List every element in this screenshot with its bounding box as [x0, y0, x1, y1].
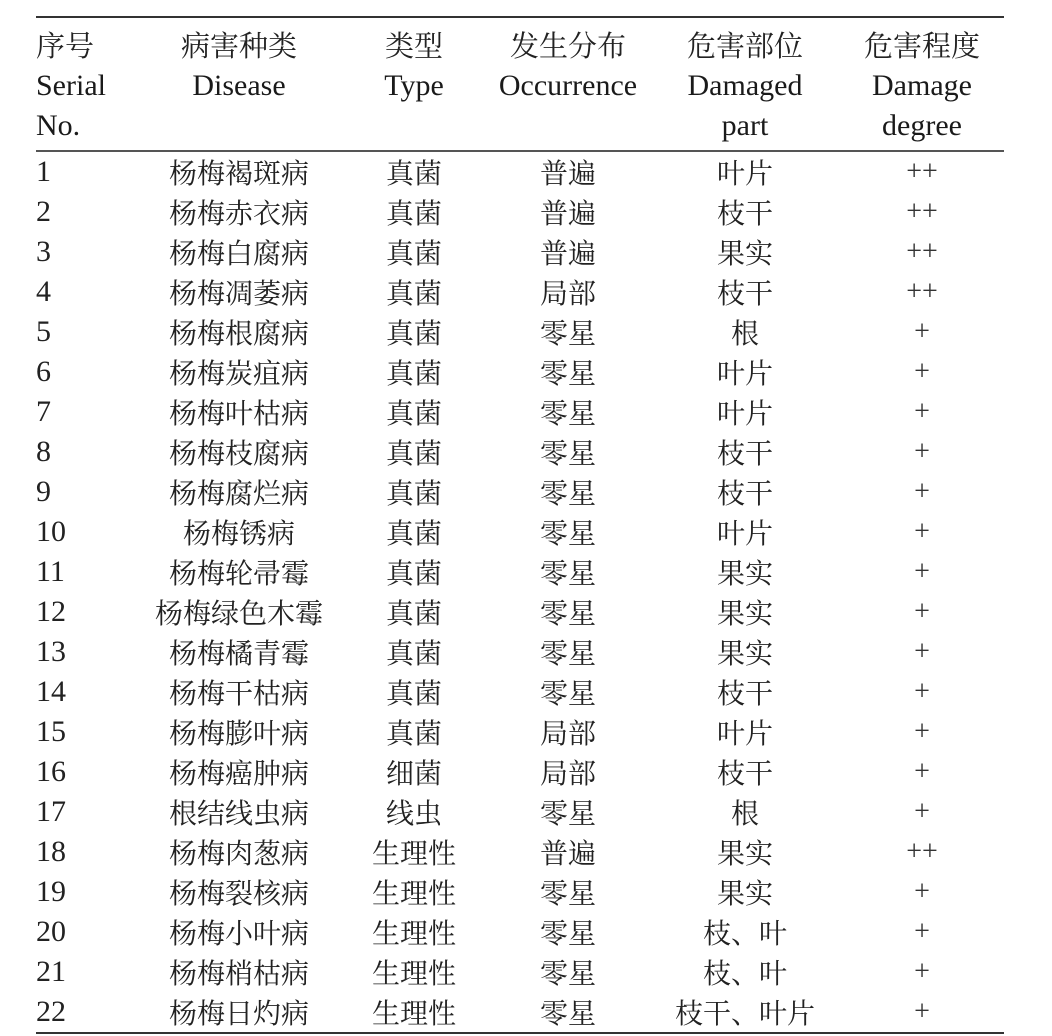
occurrence-cell: 零星: [539, 397, 596, 430]
serial-cell: 15: [36, 715, 66, 748]
serial-cell: 10: [36, 515, 66, 548]
damaged-part-cell: 枝干: [716, 277, 773, 310]
header-damage-degree-en-line2: degree: [882, 109, 962, 142]
header-damaged-part-en-line2: part: [721, 109, 769, 142]
disease-cell: 杨梅膨叶病: [168, 717, 309, 750]
table-row: [36, 232, 1004, 272]
serial-cell: 5: [36, 315, 51, 348]
damaged-part-cell: 叶片: [716, 397, 773, 430]
type-cell: 真菌: [385, 437, 442, 470]
damage-degree-cell: +: [914, 316, 930, 347]
occurrence-cell: 零星: [539, 877, 596, 910]
damaged-part-cell: 枝干: [716, 757, 773, 790]
table-row: [36, 592, 1004, 632]
damage-degree-cell: +: [914, 676, 930, 707]
occurrence-cell: 零星: [539, 597, 596, 630]
header-damage-degree: [840, 17, 1004, 151]
header-occurrence-zh: 发生分布: [509, 29, 626, 63]
disease-cell: 杨梅凋萎病: [168, 277, 309, 310]
header-disease-zh: 病害种类: [180, 29, 297, 63]
occurrence-cell: 局部: [539, 717, 596, 750]
serial-cell: 7: [36, 395, 51, 428]
damage-degree-cell: ++: [906, 156, 938, 187]
damaged-part-cell: 果实: [716, 877, 773, 910]
type-cell: 真菌: [385, 237, 442, 270]
table-row: [36, 472, 1004, 512]
disease-cell: 杨梅日灼病: [136, 992, 342, 1033]
header-type-zh: 类型: [384, 29, 443, 63]
disease-cell: 杨梅根腐病: [168, 317, 309, 350]
serial-cell: 4: [36, 275, 51, 308]
serial-cell: 17: [36, 795, 66, 828]
damaged-part-cell: 果实: [716, 597, 773, 630]
table-row: [36, 432, 1004, 472]
damaged-part-cell: 根: [730, 797, 759, 830]
disease-cell: 根结线虫病: [168, 797, 309, 830]
occurrence-cell: 普遍: [539, 157, 596, 190]
occurrence-cell: 零星: [539, 437, 596, 470]
table-row: [36, 272, 1004, 312]
type-cell: 生理性: [371, 957, 456, 990]
serial-cell: 2: [36, 195, 51, 228]
damage-degree-cell: +: [914, 516, 930, 547]
type-cell: 生理性: [371, 917, 456, 950]
damage-degree-cell: ++: [906, 276, 938, 307]
serial-cell: 8: [36, 435, 51, 468]
type-cell: 线虫: [385, 797, 442, 830]
table-row: [36, 712, 1004, 752]
header-damage-degree-en-line1: Damage: [872, 69, 972, 102]
occurrence-cell: 零星: [486, 992, 650, 1033]
type-cell: 真菌: [385, 637, 442, 670]
header-damaged-part: [650, 17, 840, 151]
damage-degree-cell: +: [914, 636, 930, 667]
serial-cell: 16: [36, 755, 66, 788]
table-row: [36, 992, 1004, 1033]
disease-cell: 杨梅肉葱病: [168, 837, 309, 870]
occurrence-cell: 零星: [539, 357, 596, 390]
occurrence-cell: 普遍: [539, 237, 596, 270]
damaged-part-cell: 枝、叶: [702, 917, 787, 950]
table-row: [36, 792, 1004, 832]
table-row: [36, 392, 1004, 432]
header-disease: [136, 17, 342, 151]
damage-degree-cell: +: [914, 556, 930, 587]
damaged-part-cell: 枝干: [716, 437, 773, 470]
occurrence-cell: 零星: [539, 477, 596, 510]
table-row: [36, 151, 1004, 192]
damaged-part-cell: 枝干: [716, 197, 773, 230]
table-row: [36, 352, 1004, 392]
header-damaged-part-en-line1: Damaged: [687, 69, 803, 102]
type-cell: 生理性: [371, 837, 456, 870]
type-cell: 真菌: [385, 717, 442, 750]
occurrence-cell: 普遍: [539, 197, 596, 230]
header-occurrence: [486, 17, 650, 151]
disease-cell: 杨梅白腐病: [168, 237, 309, 270]
type-cell: 真菌: [385, 557, 442, 590]
serial-cell: 9: [36, 475, 51, 508]
header-type-en: Type: [384, 69, 444, 102]
damage-degree-cell: +: [914, 476, 930, 507]
serial-cell: 6: [36, 355, 51, 388]
damage-degree-cell: +: [914, 876, 930, 907]
disease-cell: 杨梅赤衣病: [168, 197, 309, 230]
table-row: [36, 952, 1004, 992]
occurrence-cell: 零星: [539, 677, 596, 710]
table-row: [36, 672, 1004, 712]
disease-cell: 杨梅锈病: [182, 517, 295, 550]
damaged-part-cell: 根: [730, 317, 759, 350]
type-cell: 真菌: [385, 397, 442, 430]
occurrence-cell: 零星: [539, 317, 596, 350]
type-cell: 细菌: [385, 757, 442, 790]
table-row: [36, 832, 1004, 872]
disease-cell: 杨梅枝腐病: [168, 437, 309, 470]
occurrence-cell: 零星: [539, 957, 596, 990]
table-row: [36, 552, 1004, 592]
damaged-part-cell: 叶片: [716, 357, 773, 390]
table-row: [36, 632, 1004, 672]
serial-cell: 3: [36, 235, 51, 268]
header-occurrence-en: Occurrence: [498, 69, 638, 102]
table-row: [36, 872, 1004, 912]
occurrence-cell: 普遍: [539, 837, 596, 870]
header-serial-en-line2: No.: [36, 109, 81, 142]
type-cell: 生理性: [342, 992, 486, 1033]
disease-table-container: [36, 16, 1004, 1034]
damaged-part-cell: 果实: [716, 637, 773, 670]
damage-degree-cell: +: [840, 992, 1004, 1033]
damage-degree-cell: +: [914, 956, 930, 987]
damage-degree-cell: +: [914, 756, 930, 787]
disease-cell: 杨梅轮帚霉: [168, 557, 309, 590]
table-row: [36, 752, 1004, 792]
type-cell: 真菌: [385, 197, 442, 230]
damage-degree-cell: ++: [906, 196, 938, 227]
type-cell: 生理性: [371, 877, 456, 910]
serial-cell: 18: [36, 835, 66, 868]
table-row: [36, 192, 1004, 232]
serial-cell: 20: [36, 915, 66, 948]
disease-table: [36, 16, 1004, 1034]
occurrence-cell: 零星: [539, 917, 596, 950]
type-cell: 真菌: [385, 357, 442, 390]
occurrence-cell: 零星: [539, 517, 596, 550]
header-serial-en-line1: Serial: [36, 69, 106, 102]
damage-degree-cell: ++: [906, 836, 938, 867]
disease-cell: 杨梅小叶病: [168, 917, 309, 950]
disease-cell: 杨梅癌肿病: [168, 757, 309, 790]
damaged-part-cell: 枝干、叶片: [650, 992, 840, 1033]
table-row: [36, 512, 1004, 552]
damaged-part-cell: 果实: [716, 237, 773, 270]
type-cell: 真菌: [385, 317, 442, 350]
disease-cell: 杨梅梢枯病: [168, 957, 309, 990]
disease-cell: 杨梅腐烂病: [168, 477, 309, 510]
serial-cell: 21: [36, 955, 66, 988]
occurrence-cell: 零星: [539, 557, 596, 590]
type-cell: 真菌: [385, 677, 442, 710]
type-cell: 真菌: [385, 477, 442, 510]
damage-degree-cell: +: [914, 356, 930, 387]
type-cell: 真菌: [385, 517, 442, 550]
type-cell: 真菌: [385, 157, 442, 190]
damaged-part-cell: 叶片: [716, 717, 773, 750]
table-row: [36, 312, 1004, 352]
header-serial: [36, 17, 136, 151]
damage-degree-cell: +: [914, 716, 930, 747]
occurrence-cell: 零星: [539, 637, 596, 670]
damage-degree-cell: +: [914, 796, 930, 827]
disease-cell: 杨梅绿色木霉: [154, 597, 323, 630]
damage-degree-cell: +: [914, 916, 930, 947]
damaged-part-cell: 叶片: [716, 157, 773, 190]
damaged-part-cell: 枝、叶: [702, 957, 787, 990]
damage-degree-cell: ++: [906, 236, 938, 267]
header-disease-en: Disease: [192, 69, 286, 102]
table-header: [36, 17, 1004, 151]
damaged-part-cell: 叶片: [716, 517, 773, 550]
damage-degree-cell: +: [914, 596, 930, 627]
disease-cell: 杨梅裂核病: [168, 877, 309, 910]
damage-degree-cell: +: [914, 436, 930, 467]
disease-cell: 杨梅橘青霉: [168, 637, 309, 670]
table-body: [36, 151, 1004, 1033]
damage-degree-cell: +: [914, 396, 930, 427]
serial-cell: 12: [36, 595, 66, 628]
serial-cell: 22: [36, 992, 136, 1033]
occurrence-cell: 局部: [539, 277, 596, 310]
serial-cell: 19: [36, 875, 66, 908]
table-row: [36, 912, 1004, 952]
occurrence-cell: 局部: [539, 757, 596, 790]
disease-cell: 杨梅褐斑病: [168, 157, 309, 190]
header-damage-degree-zh: 危害程度: [863, 29, 980, 63]
header-damaged-part-zh: 危害部位: [686, 29, 803, 63]
type-cell: 真菌: [385, 597, 442, 630]
serial-cell: 14: [36, 675, 66, 708]
occurrence-cell: 零星: [539, 797, 596, 830]
damaged-part-cell: 果实: [716, 837, 773, 870]
damaged-part-cell: 果实: [716, 557, 773, 590]
type-cell: 真菌: [385, 277, 442, 310]
header-serial-zh: 序号: [36, 29, 95, 63]
disease-cell: 杨梅炭疽病: [168, 357, 309, 390]
damaged-part-cell: 枝干: [716, 477, 773, 510]
disease-cell: 杨梅叶枯病: [168, 397, 309, 430]
serial-cell: 1: [36, 155, 51, 188]
disease-cell: 杨梅干枯病: [168, 677, 309, 710]
damaged-part-cell: 枝干: [716, 677, 773, 710]
header-type: [342, 17, 486, 151]
serial-cell: 13: [36, 635, 66, 668]
header-row: [36, 17, 1004, 151]
serial-cell: 11: [36, 555, 65, 588]
